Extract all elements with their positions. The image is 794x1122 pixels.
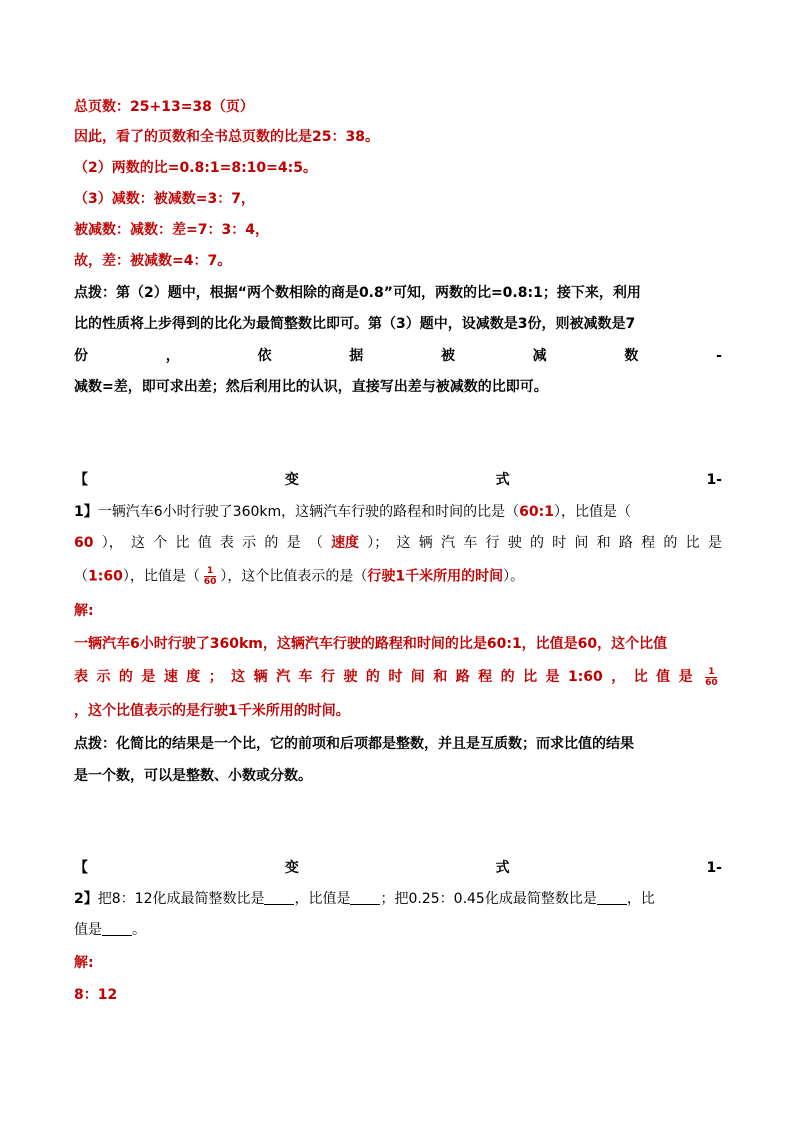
solution-label: 解: [74, 603, 94, 619]
hint-line: 减数=差，即可求出差；然后利用比的认识，直接写出差与被减数的比即可。 [74, 379, 548, 395]
answer-blank [350, 890, 380, 905]
solution-line-justified: 表 示 的 是 速 度 ； 这 辆 汽 车 行 驶 的 时 间 和 路 程 的 比 是 1:60 ， 比 值 是 $\frac{1}{60}$ [74, 667, 718, 688]
solution-line: 因此，看了的页数和全书总页数的比是25：38。 [74, 129, 379, 145]
question-line-justified: 60 ）， 这 个 比 值 表 示 的 是 （ 速度 ）； 这 辆 汽 车 行 驶 的 时 间 和 路 程 的 比 是 [74, 535, 722, 551]
solution-line: ，这个比值表示的是行驶1千米所用的时间。 [74, 703, 350, 719]
solution-line: 故，差：被减数=4：7。 [74, 253, 232, 269]
solution-line: 总页数：25+13=38（页） [74, 99, 254, 115]
variant-heading: 【 变 式 1- [74, 472, 722, 488]
solution-line: （2）两数的比=0.8:1=8:10=4:5。 [74, 160, 317, 176]
answer-blank [102, 921, 132, 936]
hint-line-justified: 份 ， 依 据 被 减 数 - [74, 348, 722, 364]
solution-line: 一辆汽车6小时行驶了360km，这辆汽车行驶的路程和时间的比是60:1，比值是60，这个比值 [74, 636, 668, 652]
answer-blank [597, 890, 627, 905]
question-line: 2】把8：12化成最简整数比是 ，比值是 ；把0.25：0.45化成最简整数比是 ，比 [74, 891, 655, 907]
question-line: 1】一辆汽车6小时行驶了360km，这辆汽车行驶的路程和时间的比是（60:1），比值是（ [74, 504, 631, 520]
fraction: $\frac{1}{60}$ [705, 667, 718, 688]
variant-heading: 【 变 式 1- [74, 860, 722, 876]
hint-line: 是一个数，可以是整数、小数或分数。 [74, 768, 312, 784]
solution-label: 解: [74, 955, 94, 971]
answer-blank [264, 890, 294, 905]
question-line: （1:60），比值是（ $\frac{1}{60}$ ），这个比值表示的是（行驶1千米所用的时间）。 [74, 566, 525, 587]
fraction: $\frac{1}{60}$ [203, 566, 217, 587]
hint-line: 点拨：化简比的结果是一个比，它的前项和后项都是整数，并且是互质数；而求比值的结果 [74, 736, 634, 752]
hint-line: 点拨：第（2）题中，根据“两个数相除的商是0.8”可知，两数的比=0.8:1；接下来，利用 [74, 285, 641, 301]
hint-line: 比的性质将上步得到的比化为最简整数比即可。第（3）题中，设减数是3份，则被减数是7 [74, 316, 636, 332]
question-line: 值是 。 [74, 922, 146, 938]
solution-line: 被减数：减数：差=7：3：4， [74, 222, 269, 238]
solution-line: 8：12 [74, 987, 118, 1003]
solution-line: （3）减数：被减数=3：7， [74, 191, 255, 207]
